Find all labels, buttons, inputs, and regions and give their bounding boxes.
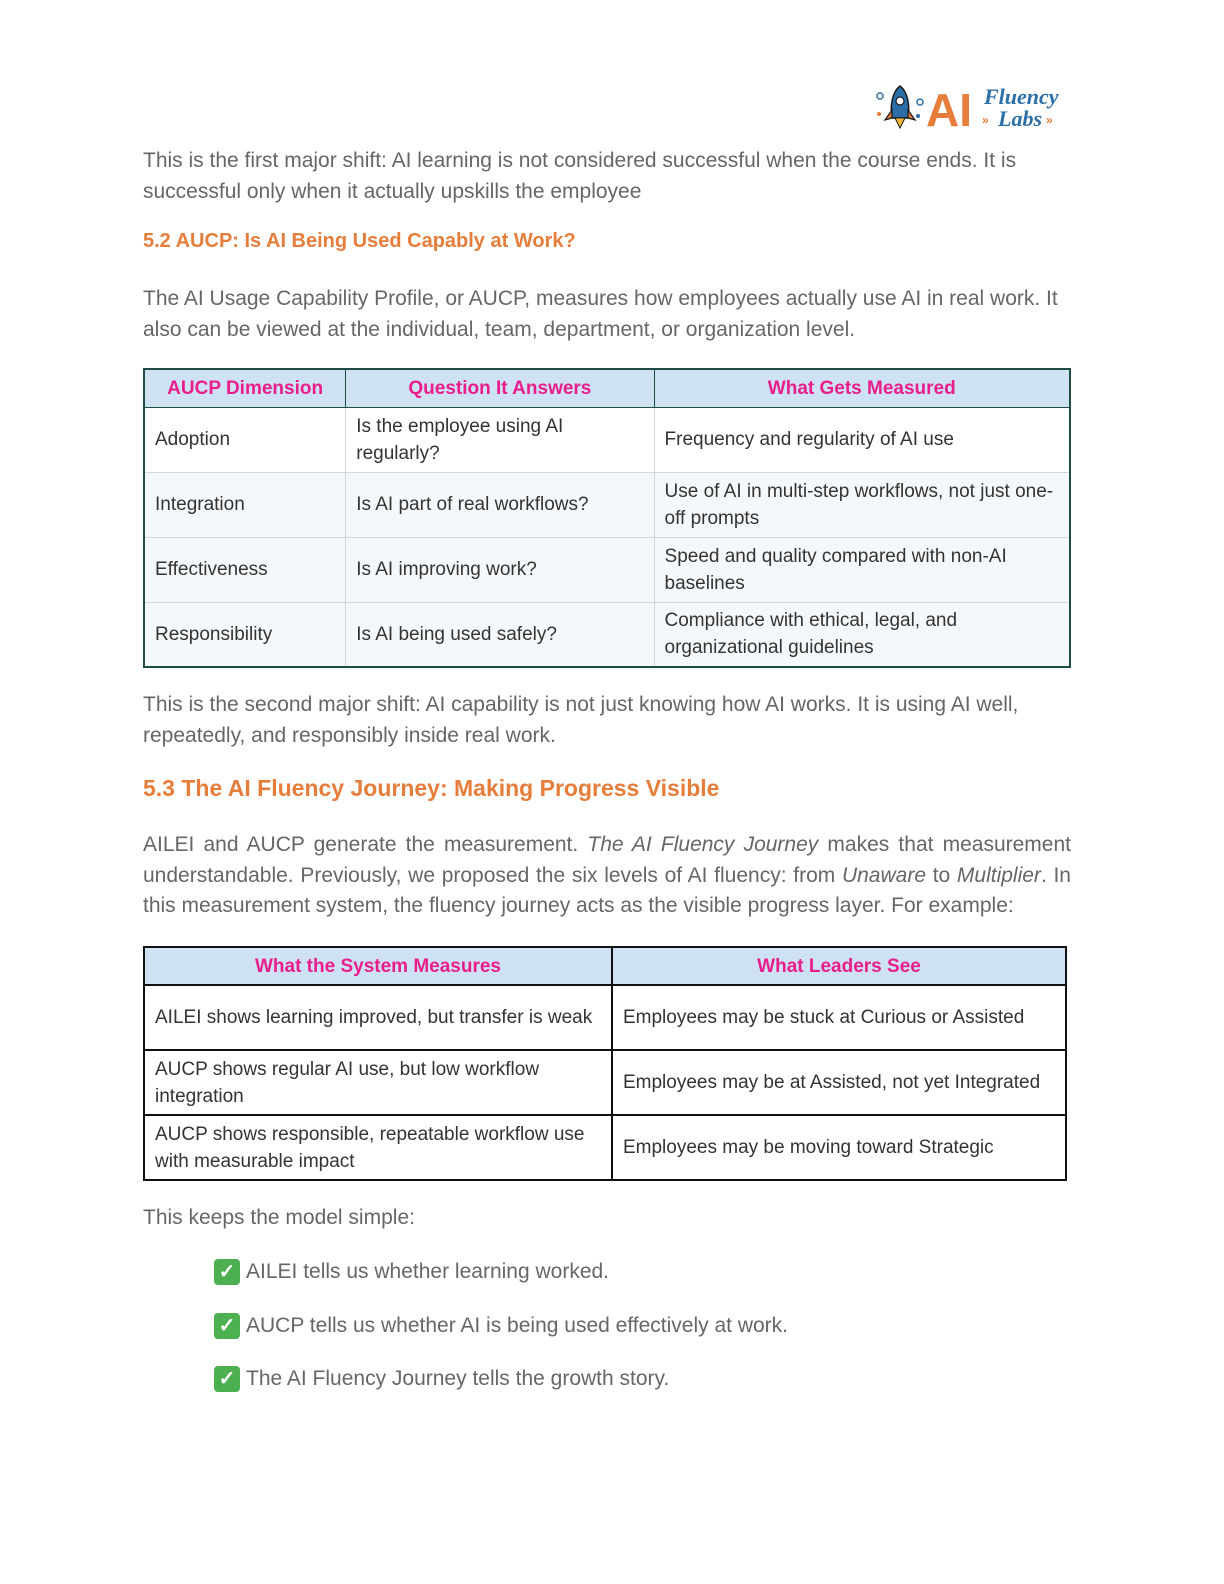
aucp-intro-paragraph: The AI Usage Capability Profile, or AUCP, measures how employees actually use AI in real work. It also can be viewed at the individual, team, department, or organization level. <box>143 287 1058 341</box>
svg-text:»: » <box>1046 113 1053 127</box>
table-cell: Adoption <box>144 407 346 472</box>
table-header-row <box>144 947 1066 985</box>
table-cell: AILEI shows learning improved, but transfer is weak <box>144 985 612 1050</box>
table-header-cell: AUCP Dimension <box>144 369 346 407</box>
table-cell: Is AI improving work? <box>346 537 654 602</box>
table-cell: Is AI part of real workflows? <box>346 472 654 537</box>
table-row <box>144 1050 1066 1115</box>
second-shift-paragraph: This is the second major shift: AI capability is not just knowing how AI works. It is using AI well, repeatedly, and responsibly inside real work. <box>143 693 1019 747</box>
checklist-item <box>214 1311 788 1341</box>
emphasis-unaware: Unaware <box>841 863 926 887</box>
table-row <box>144 602 1070 667</box>
checklist-item <box>214 1364 669 1394</box>
table-header-cell: What Leaders See <box>612 947 1066 985</box>
check-mark-icon: ✓ <box>214 1313 240 1339</box>
checklist-item-text: AILEI tells us whether learning worked. <box>246 1260 610 1283</box>
table-cell: Employees may be moving toward Strategic <box>612 1115 1066 1180</box>
checklist-item-text: AUCP tells us whether AI is being used effectively at work. <box>246 1314 788 1337</box>
section-heading-5-3: 5.3 The AI Fluency Journey: Making Progress Visible <box>143 775 720 801</box>
table-row <box>144 537 1070 602</box>
aucp-table <box>143 368 1071 668</box>
table-cell: Is AI being used safely? <box>346 602 654 667</box>
intro-paragraph: This is the first major shift: AI learning is not considered successful when the course ends. It is successful only when it actually upskills the employee <box>143 149 1017 203</box>
table-cell: Use of AI in multi-step workflows, not just one-off prompts <box>654 472 1070 537</box>
table-header-row <box>144 369 1070 407</box>
checklist-item <box>214 1257 609 1287</box>
table-cell: Responsibility <box>144 602 346 667</box>
table-cell: AUCP shows responsible, repeatable workflow use with measurable impact <box>144 1115 612 1180</box>
table-cell: Is the employee using AI regularly? <box>346 407 654 472</box>
model-simple-paragraph: This keeps the model simple: <box>143 1206 415 1229</box>
ai-fluency-labs-logo <box>872 80 1068 134</box>
logo-mark: AI <box>926 84 972 134</box>
table-header-cell: Question It Answers <box>346 369 654 407</box>
fluency-journey-paragraph: AILEI and AUCP generate the measurement. The AI Fluency Journey makes that measurement understandable. Previously, we proposed the six levels of AI fluency: from Unaware to Multiplier. In this measurement system, the fluency journey acts as the visible progress layer. For example: <box>143 833 1071 917</box>
table-cell: Employees may be at Assisted, not yet Integrated <box>612 1050 1066 1115</box>
table-cell: Compliance with ethical, legal, and organizational guidelines <box>654 602 1070 667</box>
table-cell: Effectiveness <box>144 537 346 602</box>
table-header-cell: What Gets Measured <box>654 369 1070 407</box>
table-cell: Frequency and regularity of AI use <box>654 407 1070 472</box>
table-row <box>144 985 1066 1050</box>
logo-word-labs: Labs <box>998 106 1042 131</box>
leaders-table <box>143 946 1067 1181</box>
check-mark-icon: ✓ <box>214 1366 240 1392</box>
table-cell: AUCP shows regular AI use, but low workflow integration <box>144 1050 612 1115</box>
logo-word-fluency: Fluency <box>984 84 1059 109</box>
table-row <box>144 472 1070 537</box>
emphasis-multiplier: Multiplier <box>956 863 1041 887</box>
table-row <box>144 1115 1066 1180</box>
table-row <box>144 407 1070 472</box>
rocket-icon <box>877 86 923 128</box>
table-header-cell: What the System Measures <box>144 947 612 985</box>
checklist-item-text: The AI Fluency Journey tells the growth story. <box>246 1367 670 1390</box>
svg-text:»: » <box>982 113 989 127</box>
table-cell: Speed and quality compared with non-AI baselines <box>654 537 1070 602</box>
table-cell: Integration <box>144 472 346 537</box>
table-cell: Employees may be stuck at Curious or Assisted <box>612 985 1066 1050</box>
check-mark-icon: ✓ <box>214 1259 240 1285</box>
section-heading-5-2: 5.2 AUCP: Is AI Being Used Capably at Work? <box>143 230 576 252</box>
emphasis-journey-title: The AI Fluency Journey <box>587 833 819 856</box>
